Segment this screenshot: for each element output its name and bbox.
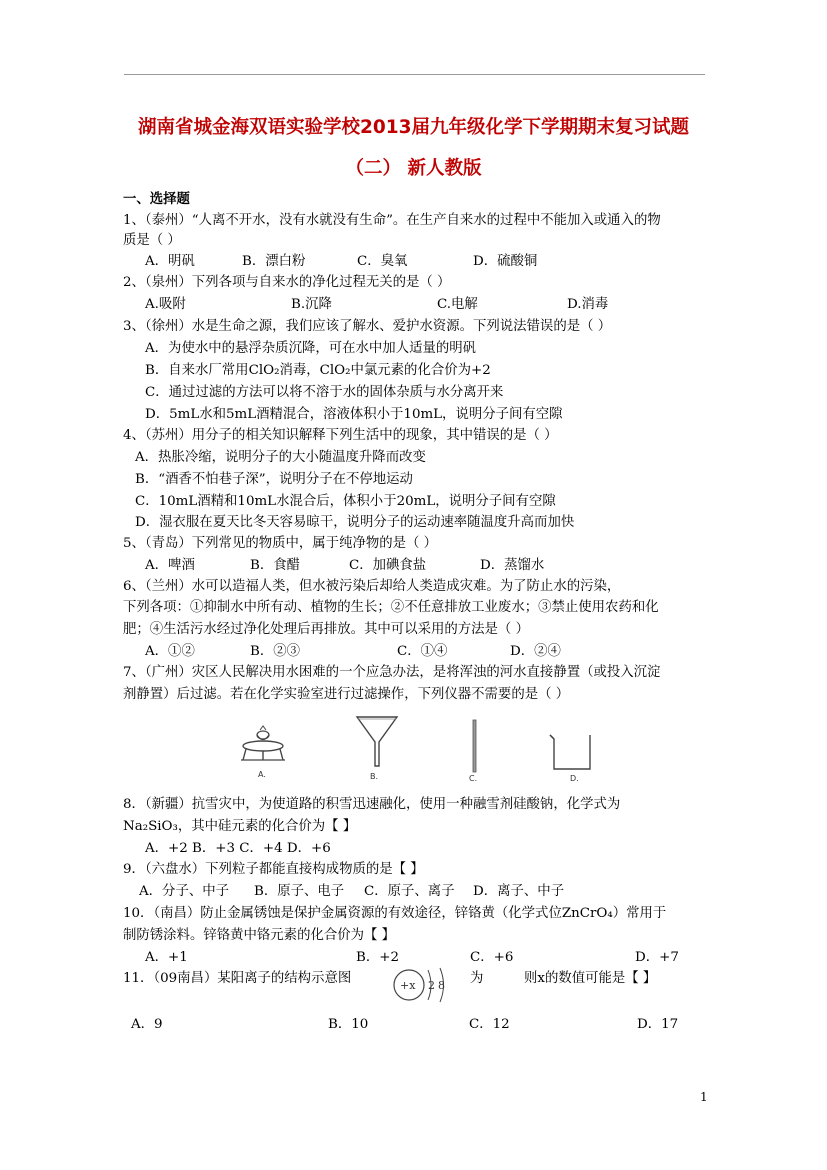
q1-stem-cont: 质是（ ）: [123, 233, 181, 248]
q11-option-b: B．10: [328, 1017, 369, 1032]
q10-option-c: C．+6: [470, 950, 514, 965]
q11-option-d: D．17: [637, 1017, 679, 1032]
q8-stem: 8．（新疆）抗雪灾中，为使道路的积雪迅速融化，使用一种融雪剂硅酸钠，化学式为: [123, 797, 621, 812]
ion-nucleus-label: +x: [400, 979, 416, 992]
q4-stem: 4、（苏州）用分子的相关知识解释下列生活中的现象，其中错误的是（ ）: [123, 428, 558, 443]
q6-stem-cont-1: 下列各项：①抑制水中所有动、植物的生长；②不任意排放工业废水；③禁止使用农药和化: [123, 600, 659, 615]
section-heading: 一、选择题: [123, 192, 190, 207]
ion-structure-diagram: [388, 962, 460, 1008]
q1-option-d: D．硫酸铜: [473, 254, 538, 269]
q1-option-a: A．明矾: [145, 254, 195, 269]
q2-option-d: D.消毒: [567, 297, 609, 312]
q5-option-b: B．食醋: [250, 558, 301, 573]
q7-label-a: A.: [258, 770, 266, 779]
q11-option-a: A．9: [131, 1017, 163, 1032]
q5-stem: 5、（青岛）下列常见的物质中，属于纯净物的是（ ）: [123, 536, 438, 551]
q9-option-c: C．原子、离子: [364, 884, 455, 899]
q7-stem-cont: 剂静置）后过滤。若在化学实验室进行过滤操作，下列仪器不需要的是（ ）: [123, 687, 570, 702]
q6-stem-cont-2: 肥；④生活污水经过净化处理后再排放。其中可以采用的方法是（ ）: [123, 622, 529, 637]
q2-option-c: C.电解: [437, 297, 478, 312]
q2-stem: 2、（泉州）下列各项与自来水的净化过程无关的是（ ）: [123, 275, 451, 290]
q8-stem-cont: Na₂SiO₃，其中硅元素的化合价为【 】: [123, 819, 357, 834]
q1-option-c: C．臭氧: [357, 254, 408, 269]
q11-stem: 11．（09南昌）某阳离子的结构示意图: [123, 971, 352, 986]
q7-stem: 7、（广州）灾区人民解决用水困难的一个应急办法，是将浑浊的河水直接静置（或投入沉淀: [123, 665, 661, 680]
q11-stem-mid: 为: [470, 971, 484, 986]
q6-option-d: D．②④: [510, 644, 561, 659]
q9-stem: 9．（六盘水）下列粒子都能直接构成物质的是【 】: [123, 862, 424, 877]
q1-stem: 1、（泰州）“人离不开水，没有水就没有生命”。在生产自来水的过程中不能加入或通入的物: [123, 213, 661, 228]
q5-option-d: D．蒸馏水: [480, 558, 545, 573]
q10-option-a: A．+1: [145, 950, 188, 965]
q7-label-b: B.: [370, 772, 379, 781]
q3-option-b: B．自来水厂常用ClO₂消毒，ClO₂中氯元素的化合价为+2: [145, 363, 491, 378]
q5-option-a: A．啤酒: [145, 558, 195, 573]
ion-shell-2-count: 8: [438, 979, 445, 992]
q3-option-c: C．通过过滤的方法可以将不溶于水的固体杂质与水分离开来: [145, 385, 504, 400]
ion-shell-1-count: 2: [428, 979, 435, 992]
glass-rod-figure: [470, 718, 480, 774]
title-line-2: （二） 新人教版: [345, 158, 482, 179]
q4-option-a: A．热胀冷缩，说明分子的大小随温度升降而改变: [135, 450, 426, 465]
page-number: 1: [700, 1090, 708, 1104]
q6-option-b: B．②③: [250, 644, 301, 659]
q3-option-a: A．为使水中的悬浮杂质沉降，可在水中加人适量的明矾: [145, 341, 477, 356]
q10-option-b: B．+2: [356, 950, 399, 965]
q2-option-b: B.沉降: [291, 297, 332, 312]
q11-option-c: C．12: [469, 1017, 510, 1032]
q6-option-a: A．①②: [145, 644, 195, 659]
q10-option-d: D．+7: [635, 950, 679, 965]
q6-stem: 6、（兰州）水可以造福人类，但水被污染后却给人类造成灾难。为了防止水的污染，: [123, 579, 621, 594]
q9-option-a: A．分子、中子: [139, 884, 230, 899]
header-rule: [124, 74, 705, 75]
q6-option-c: C．①④: [397, 644, 448, 659]
funnel-figure: [355, 714, 399, 768]
q8-options: A．+2 B．+3 C．+4 D．+6: [145, 841, 331, 856]
evaporating-dish-on-tripod-figure: [238, 722, 288, 766]
q4-option-d: D．湿衣服在夏天比冬天容易晾干，说明分子的运动速率随温度升高而加快: [135, 515, 575, 530]
q9-option-b: B．原子、电子: [254, 884, 345, 899]
beaker-figure: [547, 732, 597, 772]
q2-option-a: A.吸附: [145, 297, 186, 312]
q10-stem: 10．（南昌）防止金属锈蚀是保护金属资源的有效途径，锌铬黄（化学式位ZnCrO₄）常用于: [123, 906, 667, 921]
q3-option-d: D．5mL水和5mL酒精混合，溶液体积小于10mL，说明分子间有空隙: [145, 407, 563, 422]
q7-label-d: D.: [570, 774, 579, 783]
title-line-1: 湖南省城金海双语实验学校2013届九年级化学下学期期末复习试题: [138, 117, 689, 138]
q4-option-c: C．10mL酒精和10mL水混合后，体积小于20mL，说明分子间有空隙: [135, 494, 556, 509]
q7-label-c: C.: [469, 774, 478, 783]
q5-option-c: C．加碘食盐: [349, 558, 427, 573]
q1-option-b: B．漂白粉: [242, 254, 306, 269]
q11-stem-end: 则x的数值可能是【 】: [524, 971, 657, 986]
q9-option-d: D．离子、中子: [473, 884, 565, 899]
q3-stem: 3、（徐州）水是生命之源，我们应该了解水、爱护水资源。下列说法错误的是（ ）: [123, 319, 612, 334]
q10-stem-cont: 制防锈涂料。锌铬黄中铬元素的化合价为【 】: [123, 928, 396, 943]
q4-option-b: B．“酒香不怕巷子深”，说明分子在不停地运动: [135, 472, 413, 487]
